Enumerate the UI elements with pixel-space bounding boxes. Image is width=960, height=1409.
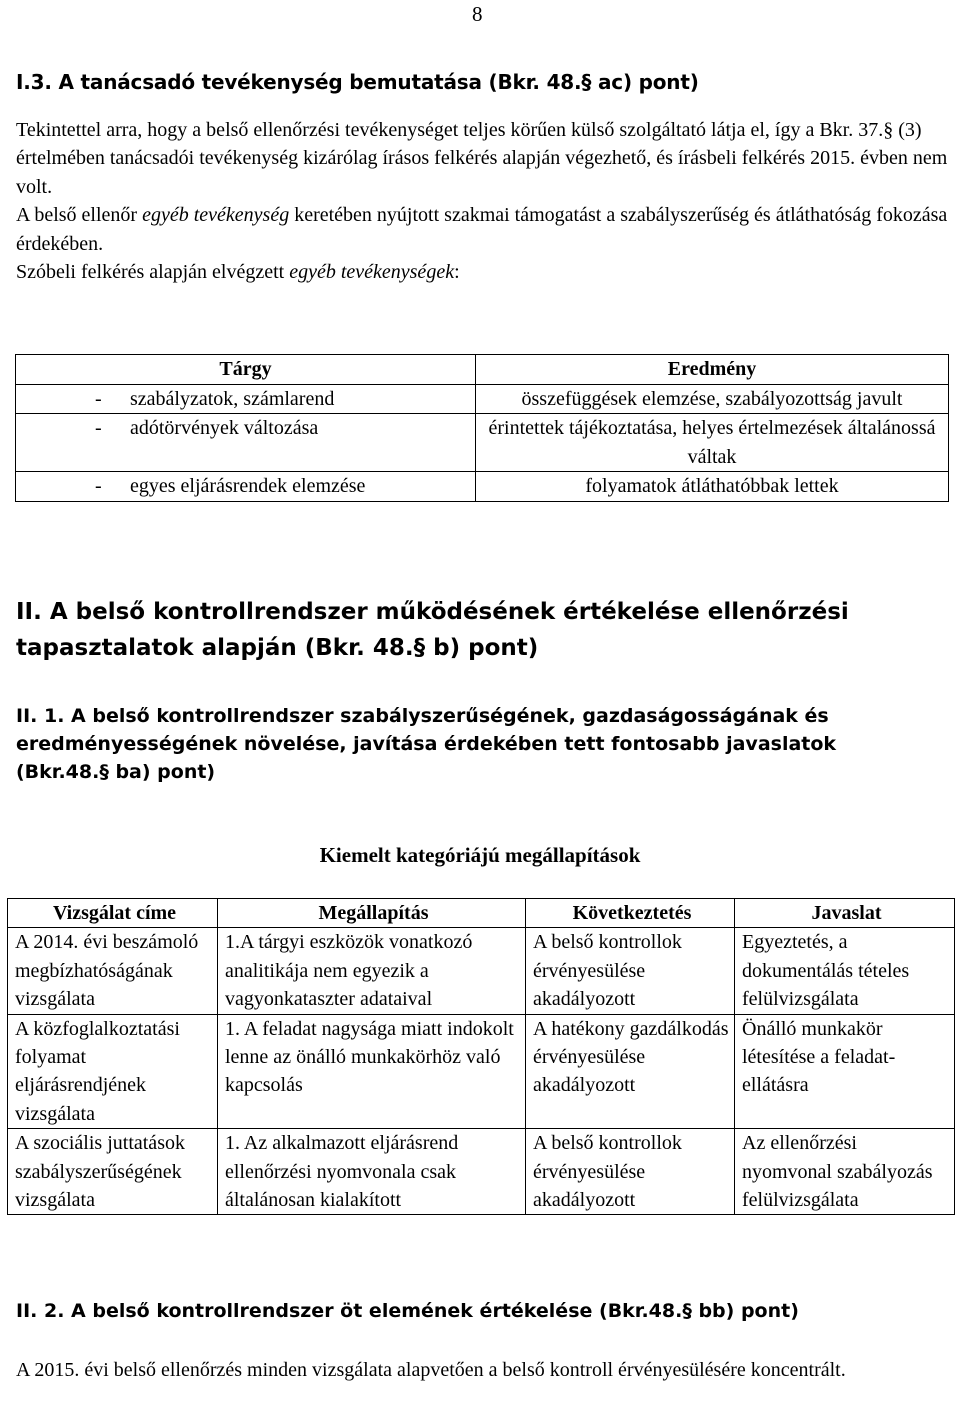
finding-cell: 1. A feladat nagysága miatt indokolt lenne az önálló munkakörhöz való kapcsolás	[218, 1014, 526, 1129]
subject-cell: - szabályzatok, számlarend	[16, 384, 476, 414]
findings-table	[7, 898, 955, 1215]
finding-cell: 1.A tárgyi eszközök vonatkozó analitikája nem egyezik a vagyonkataszter adataival	[218, 928, 526, 1014]
table-row	[8, 928, 955, 1014]
recommendation-cell: Egyeztetés, a dokumentálás tételes felülvizsgálata	[735, 928, 955, 1014]
column-header-audit-title: Vizsgálat címe	[8, 899, 218, 928]
column-header-subject: Tárgy	[16, 355, 476, 385]
section-heading-internal-control: II. A belső kontrollrendszer működésének értékelése ellenőrzési tapasztalatok alapján (Bkr. 48.§ b) pont)	[16, 599, 849, 661]
result-cell: érintettek tájékoztatása, helyes értelmezések általánossá váltak	[476, 414, 949, 472]
column-header-result: Eredmény	[476, 355, 949, 385]
subject-cell: - egyes eljárásrendek elemzése	[16, 472, 476, 502]
table-row	[16, 384, 949, 414]
column-header-finding: Megállapítás	[218, 899, 526, 928]
conclusion-cell: A belső kontrollok érvényesülése akadályozott	[526, 928, 735, 1014]
audit-title-cell: A közfoglalkoztatási folyamat eljárásrendjének vizsgálata	[8, 1014, 218, 1129]
conclusion-cell: A belső kontrollok érvényesülése akadályozott	[526, 1129, 735, 1215]
table-header-row	[16, 355, 949, 385]
subsection-heading-recommendations: II. 1. A belső kontrollrendszer szabályszerűségének, gazdaságosságának és eredményességének növelése, javítása érdekében tett fontosabb javaslatok (Bkr.48.§ ba) pont)	[16, 705, 837, 783]
table-row	[8, 1129, 955, 1215]
recommendation-cell: Önálló munkakör létesítése a feladat-ellátásra	[735, 1014, 955, 1129]
table-header-row	[8, 899, 955, 928]
conclusion-cell: A hatékony gazdálkodás érvényesülése akadályozott	[526, 1014, 735, 1129]
table-row	[16, 472, 949, 502]
column-header-conclusion: Következtetés	[526, 899, 735, 928]
table-row	[8, 1014, 955, 1129]
paragraph-2015-audit: A 2015. évi belső ellenőrzés minden vizsgálata alapvetően a belső kontroll érvényesülésére koncentrált.	[16, 1359, 846, 1381]
result-cell: összefüggések elemzése, szabályozottság javult	[476, 384, 949, 414]
subsection-heading-five-elements: II. 2. A belső kontrollrendszer öt elemének értékelése (Bkr.48.§ bb) pont)	[16, 1300, 799, 1322]
page-number: 8	[472, 2, 483, 26]
result-cell: folyamatok átláthatóbbak lettek	[476, 472, 949, 502]
paragraph-external-provider: Tekintettel arra, hogy a belső ellenőrzési tevékenységet teljes körűen külső szolgáltató látja el, így a Bkr. 37.§ (3) értelmében tanácsadói tevékenység kizárólag írásos felkérés alapján végezhető, és írásbeli felkérés 2015. évben nem volt.	[16, 119, 948, 198]
audit-title-cell: A 2014. évi beszámoló megbízhatóságának vizsgálata	[8, 928, 218, 1014]
paragraph-other-activity: A belső ellenőr egyéb tevékenység keretében nyújtott szakmai támogatást a szabályszerűség és átláthatóság fokozása érdekében.	[16, 204, 948, 255]
subject-cell: - adótörvények változása	[16, 414, 476, 472]
column-header-recommendation: Javaslat	[735, 899, 955, 928]
table-row	[16, 414, 949, 472]
activity-table	[15, 354, 949, 502]
recommendation-cell: Az ellenőrzési nyomvonal szabályozás felülvizsgálata	[735, 1129, 955, 1215]
audit-title-cell: A szociális juttatások szabályszerűségének vizsgálata	[8, 1129, 218, 1215]
findings-table-title: Kiemelt kategóriájú megállapítások	[319, 843, 641, 867]
advisory-text	[16, 116, 948, 286]
section-heading-advisory: I.3. A tanácsadó tevékenység bemutatása (Bkr. 48.§ ac) pont)	[16, 70, 699, 94]
finding-cell: 1. Az alkalmazott eljárásrend ellenőrzési nyomvonala csak általánosan kialakított	[218, 1129, 526, 1215]
paragraph-oral-request: Szóbeli felkérés alapján elvégzett egyéb tevékenységek:	[16, 261, 460, 284]
